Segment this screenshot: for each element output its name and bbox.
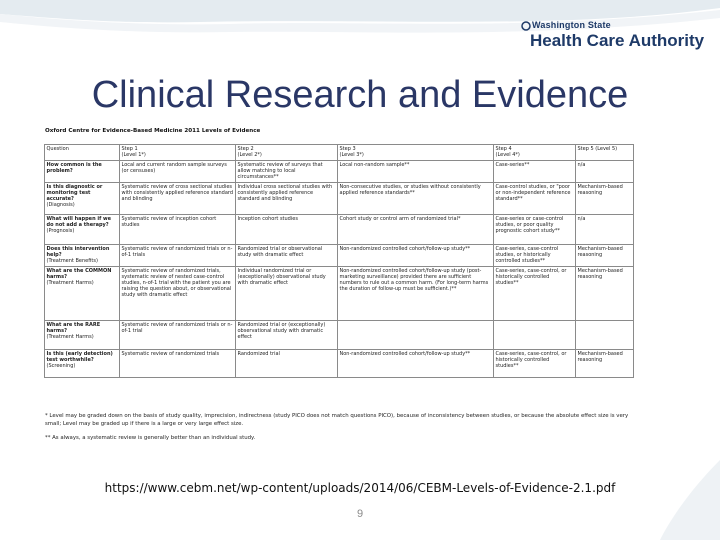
question-cell: Is this (early detection) test worthwhile? (Screening) [45,350,120,378]
header-step4: Step 4 (Level 4*) [494,145,576,161]
header-question: Question [45,145,120,161]
table-row [45,245,634,267]
footnote-systematic-review: ** As always, a systematic review is generally better than an individual study. [45,435,256,441]
step3-cell: Non-randomized controlled cohort/follow-up study** [338,350,494,378]
step4-cell: Case-series** [494,161,576,183]
step4-cell [494,321,576,350]
step3-cell: Local non-random sample** [338,161,494,183]
step2-cell: Systematic review of surveys that allow matching to local circumstances** [236,161,338,183]
corner-swoosh [600,440,720,540]
question-cell: Does this intervention help? (Treatment Benefits) [45,245,120,267]
step3-cell: Non-randomized controlled cohort/follow-up study** [338,245,494,267]
step1-cell: Systematic review of randomized trials [120,350,236,378]
header-step5: Step 5 (Level 5) [576,145,634,161]
step3-cell: Non-consecutive studies, or studies without consistently applied reference standards** [338,183,494,215]
evidence-levels-table [44,144,634,378]
slide-title: Clinical Research and Evidence [91,74,629,116]
step1-cell: Local and current random sample surveys (or censuses) [120,161,236,183]
question-cell: What are the RARE harms? (Treatment Harms) [45,321,120,350]
header-step2: Step 2 (Level 2*) [236,145,338,161]
table-row [45,321,634,350]
step5-cell: n/a [576,161,634,183]
step2-cell: Randomized trial or observational study with dramatic effect [236,245,338,267]
step3-cell [338,321,494,350]
step2-cell: Randomized trial [236,350,338,378]
step1-cell: Systematic review of inception cohort studies [120,215,236,245]
step4-cell: Case-series, case-control studies, or historically controlled studies** [494,245,576,267]
logo-line2: Health Care Authority [530,31,705,50]
table-row [45,183,634,215]
step4-cell: Case-control studies, or "poor or non-independent reference standard** [494,183,576,215]
source-url[interactable]: https://www.cebm.net/wp-content/uploads/2014/06/CEBM-Levels-of-Evidence-2.1.pdf [104,481,616,495]
footnote-level-grading: * Level may be graded down on the basis of study quality, imprecision, indirectness (study PICO does not match questions PICO), because of inconsistency between studies, or because the absolute effect size is very small; Level may be graded up if there is a large or very large effect size. [45,413,629,427]
step4-cell: Case-series, case-control, or historically controlled studies** [494,350,576,378]
step1-cell: Systematic review of cross sectional studies with consistently applied reference standard and blinding [120,183,236,215]
step5-cell: Mechanism-based reasoning [576,183,634,215]
step5-cell: Mechanism-based reasoning [576,350,634,378]
hca-logo [520,20,710,60]
table-row [45,161,634,183]
step5-cell: n/a [576,215,634,245]
step3-cell: Cohort study or control arm of randomized trial* [338,215,494,245]
header-step3: Step 3 (Level 3*) [338,145,494,161]
question-cell: What will happen if we do not add a therapy? (Prognosis) [45,215,120,245]
question-cell: Is this diagnostic or monitoring test accurate? (Diagnosis) [45,183,120,215]
step5-cell [576,321,634,350]
step1-cell: Systematic review of randomized trials or n-of-1 trial [120,321,236,350]
header-step1: Step 1 (Level 1*) [120,145,236,161]
table-row [45,215,634,245]
step3-cell: Non-randomized controlled cohort/follow-up study (post-marketing surveillance) provided there are sufficient numbers to rule out a common harm. (For long-term harms the duration of follow-up must be sufficient.)** [338,267,494,321]
table-row [45,267,634,321]
table-title: Oxford Centre for Evidence-Based Medicine 2011 Levels of Evidence [45,128,261,134]
step2-cell: Individual cross sectional studies with consistently applied reference standard and blinding [236,183,338,215]
step5-cell: Mechanism-based reasoning [576,267,634,321]
step1-cell: Systematic review of randomized trials or n-of-1 trials [120,245,236,267]
step4-cell: Case-series, case-control, or historically controlled studies** [494,267,576,321]
step2-cell: Individual randomized trial or (exceptionally) observational study with dramatic effect [236,267,338,321]
logo-line1: Washington State [532,20,611,30]
step4-cell: Case-series or case-control studies, or poor quality prognostic cohort study** [494,215,576,245]
step1-cell: Systematic review of randomized trials, systematic review of nested case-control studies, n-of-1 trial with the patient you are raising the question about, or observational study with dramatic effect [120,267,236,321]
table-row [45,350,634,378]
table-header-row [45,145,634,161]
step2-cell: Randomized trial or (exceptionally) observational study with dramatic effect [236,321,338,350]
page-number: 9 [356,508,364,520]
question-cell: How common is the problem? [45,161,120,183]
step2-cell: Inception cohort studies [236,215,338,245]
step5-cell: Mechanism-based reasoning [576,245,634,267]
question-cell: What are the COMMON harms? (Treatment Harms) [45,267,120,321]
